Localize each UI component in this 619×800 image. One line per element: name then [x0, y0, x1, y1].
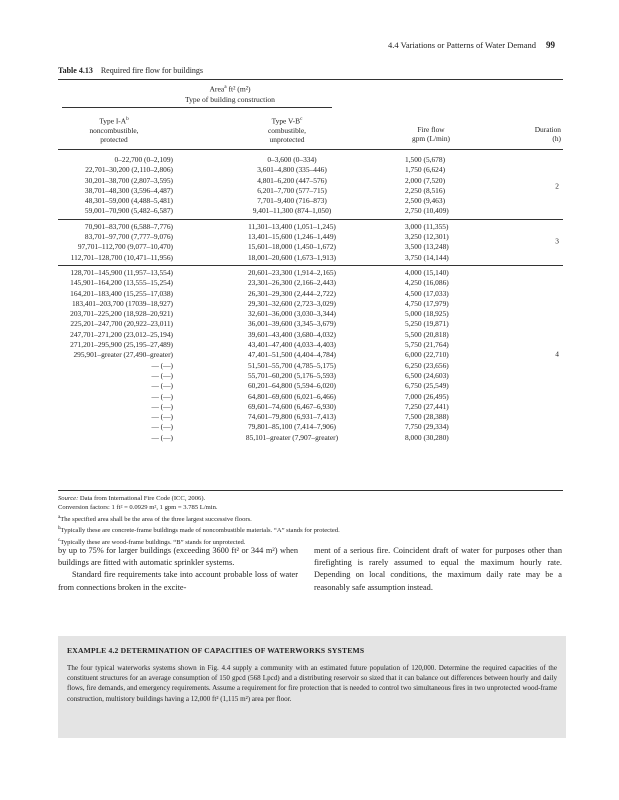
type-ia-area-cell: 22,701–30,200 (2,110–2,806)	[85, 165, 173, 175]
duration-cell: 2	[555, 181, 559, 191]
table-header-rule	[58, 149, 563, 150]
source-note: Source: Data from International Fire Code (ICC, 2006).	[58, 495, 206, 502]
col-header-duration: Duration (h)	[534, 124, 561, 143]
type-vb-area-cell: 51,501–55,700 (4,785–5,175)	[247, 360, 337, 370]
type-vb-area-cell: 13,401–15,600 (1,246–1,449)	[247, 232, 337, 242]
type-vb-area-cell: 0–3,600 (0–334)	[267, 155, 317, 164]
type-ia-area-cell: — (—)	[151, 370, 173, 380]
type-ia-area-cell: — (—)	[151, 432, 173, 442]
fire-flow-cell: 6,500 (24,603)	[405, 370, 449, 380]
fire-flow-cell: 6,750 (25,549)	[405, 381, 449, 391]
type-vb-area-cell: 6,201–7,700 (577–715)	[257, 185, 327, 195]
fire-flow-cell: 3,750 (14,144)	[405, 252, 449, 262]
fire-flow-cell: 3,000 (11,355)	[405, 221, 449, 231]
type-ia-area-cell: 225,201–247,700 (20,922–23,011)	[70, 319, 173, 329]
footnote-a: $^a$The specified area shall be the area of the three largest successive floors.	[58, 514, 252, 523]
table-row	[58, 381, 563, 391]
fire-flow-cell: 2,000 (7,520)	[405, 175, 446, 185]
type-vb-area-cell: 23,301–26,300 (2,166–2,443)	[247, 278, 337, 288]
type-ia-area-cell: — (—)	[151, 401, 173, 411]
table-row	[58, 253, 563, 263]
table-title: Required fire flow for buildings	[100, 66, 204, 75]
type-vb-area-cell: 9,401–11,300 (874–1,050)	[252, 206, 332, 216]
col-header-type-ia: Type $I-A^b$ noncombustible, protected	[89, 116, 139, 145]
fire-flow-cell: 5,000 (18,925)	[405, 309, 449, 319]
table-row	[58, 242, 563, 252]
table-row	[58, 371, 563, 381]
type-ia-area-cell: 112,701–128,700 (10,471–11,956)	[70, 252, 173, 262]
table-row	[58, 278, 563, 288]
table-row	[58, 361, 563, 371]
table-row	[58, 412, 563, 422]
fire-flow-cell: 3,500 (13,248)	[405, 242, 449, 252]
table-group	[58, 265, 563, 443]
table-caption	[58, 66, 203, 75]
type-ia-area-cell: — (—)	[151, 381, 173, 391]
type-ia-area-cell: 48,301–59,000 (4,488–5,481)	[84, 196, 173, 206]
footnote-c: $^c$Typically these are wood-frame buildings. “B” stands for unprotected.	[58, 537, 246, 546]
table-group	[58, 155, 563, 217]
type-ia-area-cell: 38,701–48,300 (3,596–4,487)	[84, 185, 173, 195]
type-vb-area-cell: 74,601–79,800 (6,931–7,413)	[247, 412, 337, 422]
table-row	[58, 392, 563, 402]
paragraph: Standard fire requirements take into account probable loss of water from connections broken in the excite-	[58, 570, 298, 592]
body-right-column	[314, 545, 562, 594]
type-vb-area-cell: 20,601–23,300 (1,914–2,165)	[247, 267, 337, 277]
fire-flow-cell: 7,000 (26,495)	[405, 391, 449, 401]
conversion-note: Conversion factors: 1 ft² = 0.0929 m², 1 gpm = 3.785 L/min.	[58, 504, 218, 512]
fire-flow-cell: 7,500 (28,388)	[405, 412, 449, 422]
running-head	[388, 40, 555, 50]
type-vb-area-cell: 43,401–47,400 (4,033–4,403)	[247, 340, 337, 350]
page-number: 99	[546, 40, 555, 50]
table-row	[58, 165, 563, 175]
type-vb-area-cell: 79,801–85,100 (7,414–7,906)	[247, 422, 337, 432]
col-header-type-vb: Type $V-B^c$ combustible, unprotected	[268, 116, 306, 145]
fire-flow-cell: 2,750 (10,409)	[405, 206, 449, 216]
table-top-rule	[58, 79, 563, 80]
type-vb-area-cell: 55,701–60,200 (5,176–5,593)	[247, 370, 337, 380]
type-ia-area-cell: 30,201–38,700 (2,807–3,595)	[84, 175, 173, 185]
type-vb-area-cell: 39,601–43,400 (3,680–4,032)	[247, 329, 337, 339]
type-ia-area-cell: 128,701–145,900 (11,957–13,554)	[70, 267, 173, 277]
type-vb-area-cell: 36,001–39,600 (3,345–3,679)	[247, 319, 337, 329]
fire-flow-cell: 7,250 (27,441)	[405, 401, 449, 411]
fire-flow-cell: 5,750 (21,764)	[405, 340, 449, 350]
type-ia-area-cell: — (—)	[151, 422, 173, 432]
paragraph: ment of a serious fire. Coincident draft of water for purposes other than firefighting is rarely assumed to equal the maximum hourly rate. Depending on local conditions, the maximum daily rate may be a reasonably safe assumption instead.	[314, 546, 562, 592]
table-row	[58, 299, 563, 309]
table-row	[58, 289, 563, 299]
type-vb-area-cell: 69,601–74,600 (6,467–6,930)	[247, 401, 337, 411]
type-ia-area-cell: 247,701–271,200 (23,012–25,194)	[70, 329, 173, 339]
table-row	[58, 350, 563, 360]
type-vb-area-cell: 3,601–4,800 (335–446)	[257, 165, 327, 175]
area-header-rule	[62, 107, 332, 108]
area-header: Area$^a$ ft² (m²) Type of building construction	[185, 84, 275, 104]
fire-flow-cell: 1,750 (6,624)	[405, 165, 446, 175]
table-row	[58, 433, 563, 443]
table-body	[58, 155, 563, 443]
type-vb-area-cell: 7,701–9,400 (716–873)	[257, 196, 327, 206]
fire-flow-cell: 6,250 (23,656)	[405, 360, 449, 370]
fire-flow-cell: 2,500 (9,463)	[405, 196, 446, 206]
type-ia-area-cell: 203,701–225,200 (18,928–20,921)	[70, 309, 173, 319]
example-text: The four typical waterworks systems shown in Fig. 4.4 supply a community with an estimated future population of 120,000. Determine the required capacities of the constituent structures for an average consumption of 150 gpcd (568 Lpcd) and a distributing reservoir so sized that it can balance out differences between hourly and daily flows, fire demands, and emergency requirements. Assume a requirement for fire protection that is needed to control two simultaneous fires in two unprotected wood-frame construction, multistory buildings having a 12,000 ft² (1,115 m²) area per floor.	[67, 664, 557, 703]
table-row	[58, 340, 563, 350]
fire-flow-cell: 4,500 (17,033)	[405, 288, 449, 298]
fire-flow-cell: 8,000 (30,280)	[405, 432, 449, 442]
table-row	[58, 268, 563, 278]
table-row	[58, 309, 563, 319]
type-ia-area-cell: 164,201–183,400 (15,255–17,038)	[70, 288, 173, 298]
body-left-column	[58, 545, 298, 594]
table-row	[58, 186, 563, 196]
type-ia-area-cell: 295,901–greater (27,490–greater)	[73, 350, 173, 360]
type-vb-area-cell: 29,301–32,600 (2,723–3,029)	[247, 298, 337, 308]
table-row	[58, 319, 563, 329]
table-row	[58, 222, 563, 232]
type-ia-area-cell: — (—)	[151, 391, 173, 401]
fire-flow-cell: 7,750 (29,334)	[405, 422, 449, 432]
table-group	[58, 219, 563, 263]
type-vb-area-cell: 11,301–13,400 (1,051–1,245)	[248, 221, 336, 231]
fire-flow-cell: 6,000 (22,710)	[405, 350, 449, 360]
example-box	[58, 636, 566, 738]
col-header-fire-flow: Fire flow gpm (L/min)	[412, 124, 450, 143]
type-vb-area-cell: 32,601–36,000 (3,030–3,344)	[247, 309, 337, 319]
table-row	[58, 422, 563, 432]
type-ia-area-cell: 70,901–83,700 (6,588–7,776)	[84, 221, 173, 231]
table-row	[58, 232, 563, 242]
type-vb-area-cell: 85,101–greater (7,907–greater)	[245, 432, 339, 442]
table-row	[58, 176, 563, 186]
table-notes	[58, 494, 563, 547]
fire-flow-cell: 3,250 (12,301)	[405, 232, 449, 242]
type-vb-area-cell: 15,601–18,000 (1,450–1,672)	[247, 242, 337, 252]
fire-flow-cell: 2,250 (8,516)	[405, 185, 446, 195]
type-ia-area-cell: 145,901–164,200 (13,555–15,254)	[70, 278, 173, 288]
type-vb-area-cell: 26,301–29,300 (2,444–2,722)	[247, 288, 337, 298]
type-ia-area-cell: 183,401–203,700 (17039–18,927)	[71, 298, 173, 308]
fire-flow-cell: 4,250 (16,086)	[405, 278, 449, 288]
type-ia-area-cell: 97,701–112,700 (9,077–10,470)	[77, 242, 173, 252]
fire-flow-cell: 4,000 (15,140)	[405, 267, 449, 277]
type-ia-area-cell: 59,001–70,900 (5,482–6,587)	[84, 206, 173, 216]
type-ia-area-cell: 271,201–295,900 (25,195–27,489)	[70, 340, 173, 350]
duration-cell: 3	[555, 236, 559, 246]
paragraph: by up to 75% for larger buildings (exceeding 3600 ft² or 344 m²) when buildings are fitted with automatic sprinkler systems.	[58, 546, 298, 568]
duration-cell: 4	[555, 349, 559, 359]
type-vb-area-cell: 18,001–20,600 (1,673–1,913)	[247, 252, 337, 262]
type-vb-area-cell: 60,201–64,800 (5,594–6,020)	[247, 381, 337, 391]
footnote-b: $^b$Typically these are concrete-frame buildings made of noncombustible materials. “A” stands for protected.	[58, 526, 340, 535]
fire-flow-cell: 5,500 (20,818)	[405, 329, 449, 339]
example-title: EXAMPLE 4.2 DETERMINATION OF CAPACITIES OF WATERWORKS SYSTEMS	[67, 646, 365, 655]
section-title: 4.4 Variations or Patterns of Water Demand	[388, 40, 536, 50]
type-vb-area-cell: 64,801–69,600 (6,021–6,466)	[247, 391, 337, 401]
type-ia-area-cell: 83,701–97,700 (7,777–9,076)	[84, 232, 173, 242]
type-ia-area-cell: 0–22,700 (0–2,109)	[114, 155, 173, 164]
table-row	[58, 196, 563, 206]
table-row	[58, 155, 563, 165]
fire-flow-cell: 4,750 (17,979)	[405, 298, 449, 308]
fire-flow-cell: 1,500 (5,678)	[405, 155, 446, 164]
type-vb-area-cell: 4,801–6,200 (447–576)	[257, 175, 327, 185]
type-ia-area-cell: — (—)	[151, 412, 173, 422]
table-label: Table 4.13	[58, 66, 93, 75]
table-row	[58, 402, 563, 412]
table-bottom-rule	[58, 490, 563, 491]
type-ia-area-cell: — (—)	[151, 360, 173, 370]
fire-flow-cell: 5,250 (19,871)	[405, 319, 449, 329]
table-row	[58, 330, 563, 340]
table-row	[58, 206, 563, 216]
type-vb-area-cell: 47,401–51,500 (4,404–4,784)	[247, 350, 337, 360]
